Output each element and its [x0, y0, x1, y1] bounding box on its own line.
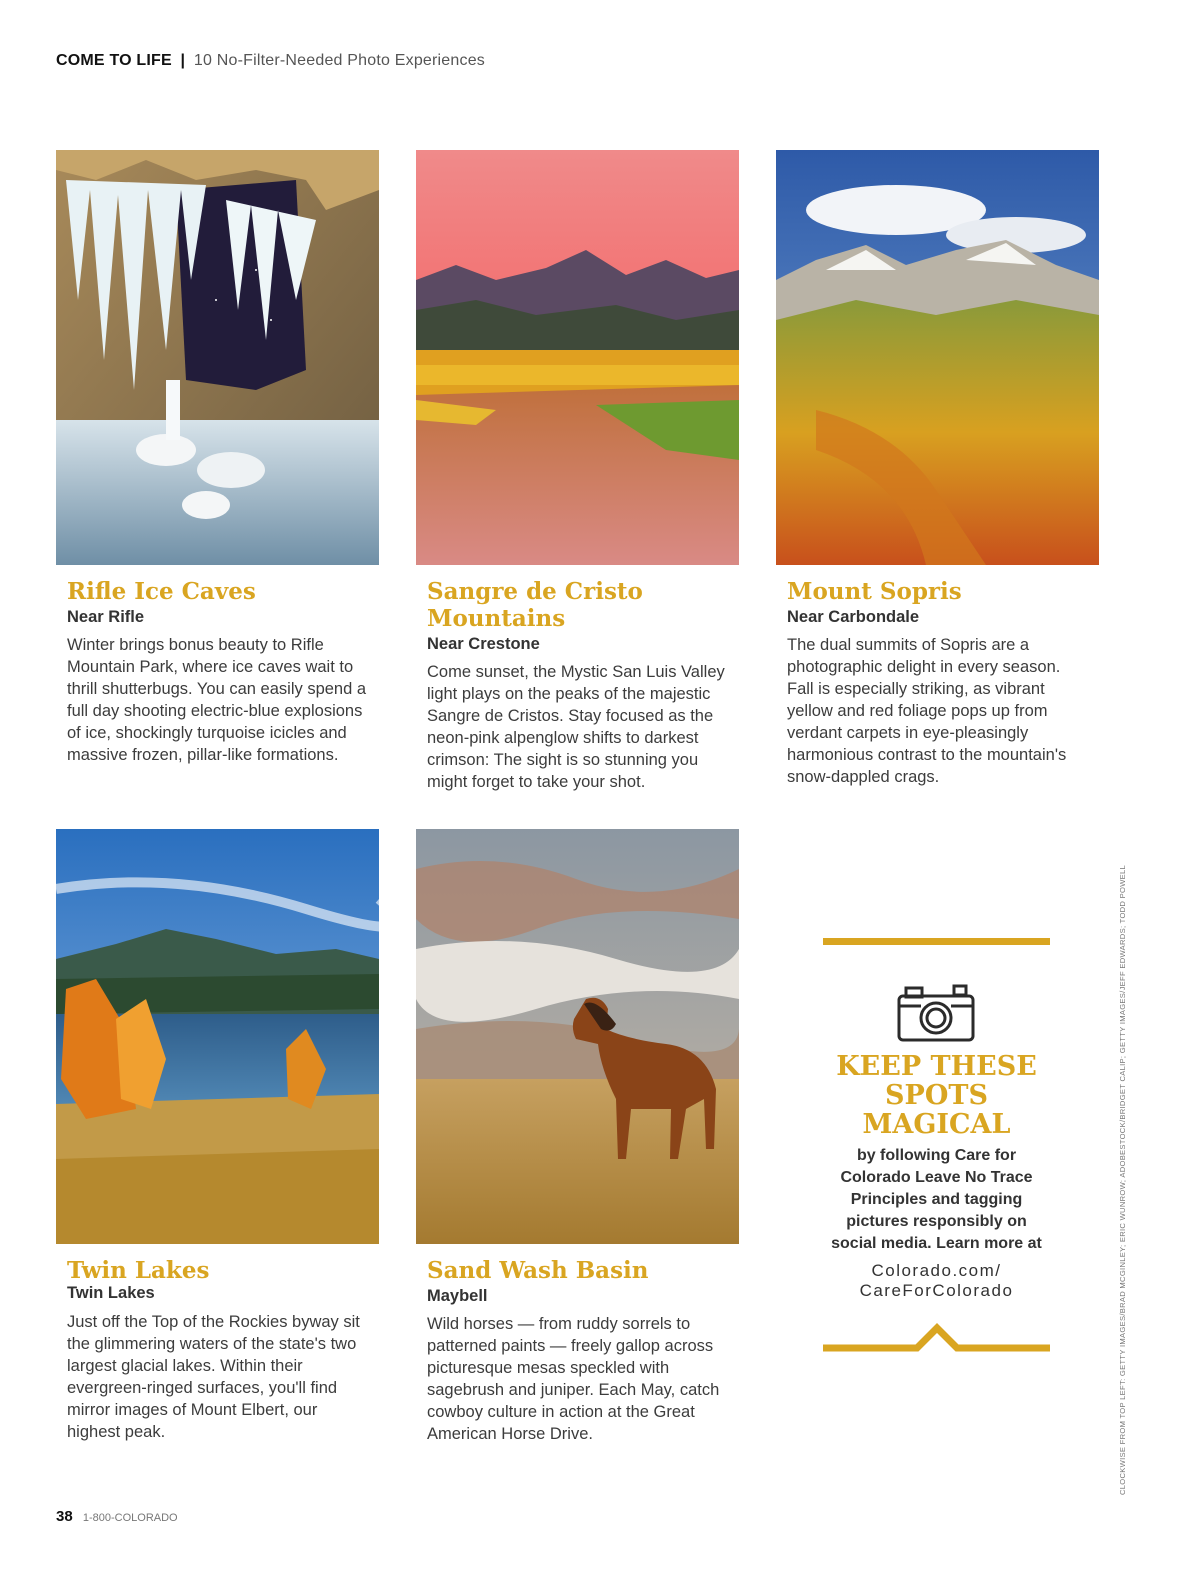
card-body: Wild horses — from ruddy sorrels to patterned paints — freely gallop across picturesque mesas speckled with sagebrush and juniper. Each May, catch cowboy culture in action at the Great American Horse Drive.: [427, 1315, 720, 1443]
photo-sangre-de-cristo: [416, 150, 739, 565]
photo-mount-sopris: [776, 150, 1099, 565]
card-location: Near Rifle: [67, 608, 145, 626]
card-location: Twin Lakes: [67, 1284, 155, 1302]
page-footer: [56, 1508, 178, 1525]
card-title: Sangre de Cristo Mountains: [427, 578, 643, 632]
callout-link[interactable]: Colorado.com/ CareForColorado: [859, 1261, 1014, 1300]
running-head: [56, 52, 485, 70]
callout-body: by following Care for Colorado Leave No Trace Principles and tagging pictures responsibly on social media. Learn more at: [831, 1147, 1042, 1252]
card-title: Rifle Ice Caves: [67, 578, 256, 605]
card-location: Maybell: [427, 1287, 488, 1305]
callout-title: KEEP THESE SPOTS MAGICAL: [836, 1051, 1037, 1140]
bottom-rule-mountain: [823, 1318, 1050, 1358]
photo-twin-lakes: [56, 829, 379, 1244]
card-body: Come sunset, the Mystic San Luis Valley light plays on the peaks of the majestic Sangre de Cristos. Stay focused as the neon-pink alpenglow shifts to darkest crimson: The sight is so stunning you might forget to take your shot.: [427, 663, 725, 791]
top-rule: [823, 938, 1050, 945]
page-number: 38: [56, 1508, 73, 1525]
camera-icon: [896, 982, 976, 1044]
header-divider: |: [180, 52, 186, 69]
card-title: Mount Sopris: [787, 578, 962, 605]
card-body: Just off the Top of the Rockies byway sit the glimmering waters of the state's two largest glacial lakes. Within their evergreen-ringed surfaces, you'll find mirror images of Mount Elbert, our highest peak.: [67, 1313, 360, 1441]
card-location: Near Carbondale: [787, 608, 920, 626]
leave-no-trace-callout: [823, 938, 1050, 1358]
card-title: Twin Lakes: [67, 1257, 210, 1284]
card-title: Sand Wash Basin: [427, 1257, 649, 1284]
photo-credits: CLOCKWISE FROM TOP LEFT: GETTY IMAGES/BRAD MCGINLEY; ERIC WUNROW; ADOBESTOCK/BRIDGET CALIP; GETTY IMAGES/JEFF EDWARDS; TODD POWELL: [1118, 864, 1127, 1495]
photo-rifle-ice-caves: [56, 150, 379, 565]
photo-sand-wash-basin: [416, 829, 739, 1244]
card-body: The dual summits of Sopris are a photographic delight in every season. Fall is especially striking, as vibrant yellow and red foliage pops up from verdant carpets in eye-pleasingly harmonious contrast to the mountain's snow-dappled crags.: [787, 636, 1067, 786]
header-subtitle: 10 No-Filter-Needed Photo Experiences: [193, 52, 485, 69]
card-body: Winter brings bonus beauty to Rifle Mountain Park, where ice caves wait to thrill shutterbugs. You can easily spend a full day shooting electric-blue explosions of ice, shockingly turquoise icicles and massive frozen, pillar-like formations.: [67, 636, 367, 764]
card-location: Near Crestone: [427, 635, 540, 653]
footer-phone: 1-800-COLORADO: [82, 1512, 178, 1524]
section-label: COME TO LIFE: [56, 52, 172, 69]
